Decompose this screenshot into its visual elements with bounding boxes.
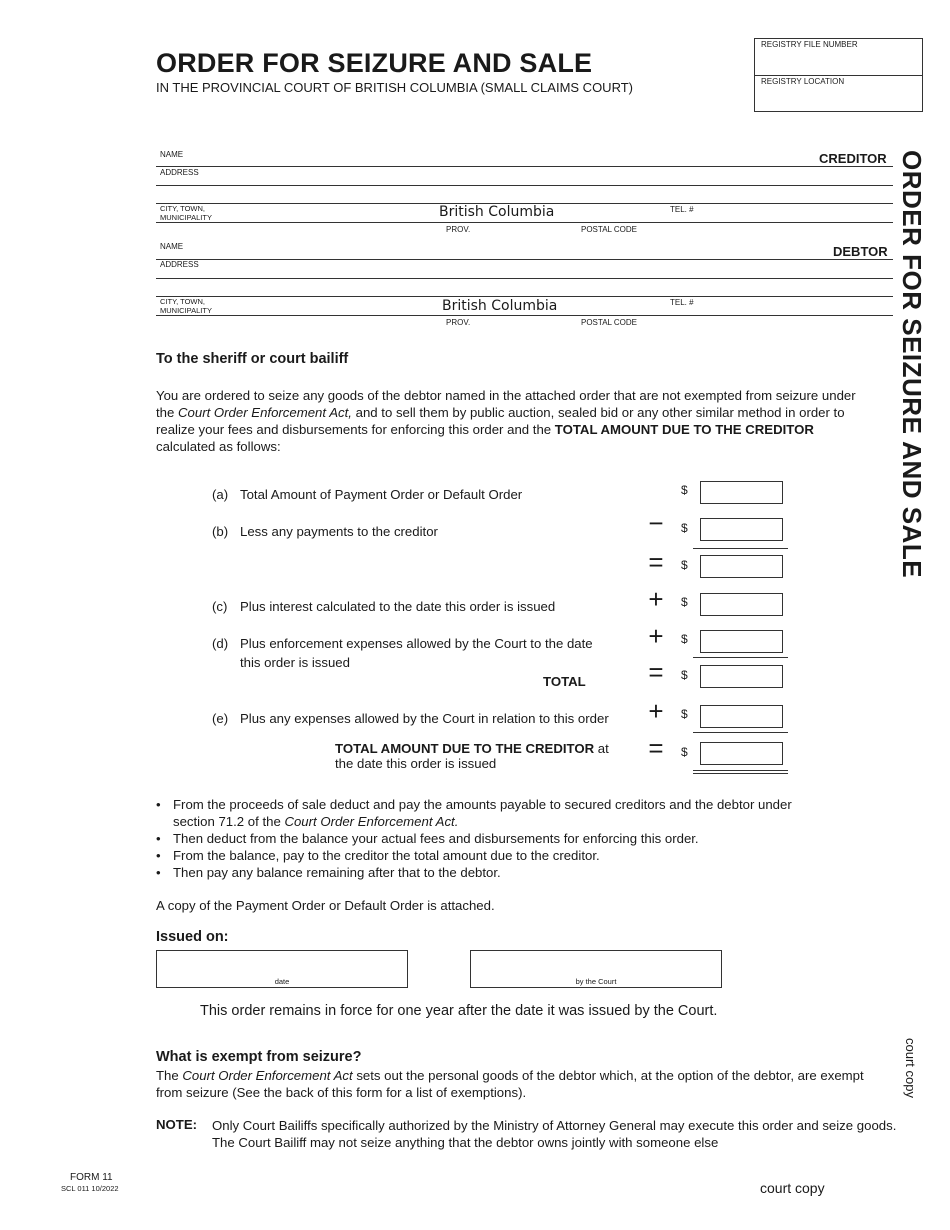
note-label: NOTE: — [156, 1117, 198, 1132]
debtor-province-value: British Columbia — [442, 298, 558, 314]
row-d-dollar: $ — [681, 632, 688, 646]
exempt-text-act: Court Order Enforcement Act — [182, 1068, 353, 1083]
exempt-heading: What is exempt from seizure? — [156, 1049, 362, 1065]
creditor-province-value: British Columbia — [439, 204, 555, 220]
minus-sign: − — [648, 508, 664, 538]
issued-heading: Issued on: — [156, 929, 229, 945]
row-c-dollar: $ — [681, 595, 688, 609]
list-item — [156, 796, 816, 830]
row-b-text: Less any payments to the creditor — [240, 524, 438, 539]
debtor-city-label-line2: MUNICIPALITY — [160, 306, 212, 315]
total-due-at: at — [594, 741, 609, 756]
exempt-text-1: The — [156, 1068, 183, 1083]
creditor-name-line — [156, 166, 893, 167]
creditor-tel-label: TEL. # — [670, 205, 694, 214]
double-rule-top — [693, 770, 788, 771]
amount-field-total-due[interactable] — [700, 742, 783, 765]
sheriff-heading: To the sheriff or court bailiff — [156, 351, 349, 367]
order-paragraph-text: You are ordered to seize any goods of the debtor named in the attached order that are not exempted from seizure under the — [156, 388, 856, 420]
equals-sign-subtotal: = — [648, 547, 664, 577]
creditor-city-label-line1: CITY, TOWN, — [160, 204, 206, 213]
row-d-text — [240, 634, 593, 672]
creditor-address-line — [156, 185, 893, 186]
plus-sign-e: + — [648, 696, 664, 726]
debtor-city-line — [156, 315, 893, 316]
court-signature-field[interactable] — [470, 950, 722, 988]
debtor-address-label: ADDRESS — [160, 260, 199, 269]
exempt-text-2: sets out the personal goods of the debtor which, at the option of the debtor, are exempt from seizure (See the back of this form for a list of exemptions). — [156, 1068, 864, 1100]
registry-box — [754, 38, 923, 112]
date-label: date — [274, 977, 290, 986]
row-c-letter: (c) — [212, 599, 228, 614]
distribution-instructions — [156, 796, 816, 881]
debtor-postal-label: POSTAL CODE — [581, 318, 638, 327]
debtor-city-label-line1: CITY, TOWN, — [160, 297, 206, 306]
debtor-label: DEBTOR — [833, 244, 888, 259]
creditor-prov-label: PROV. — [446, 225, 471, 234]
debtor-address-line-2 — [156, 296, 893, 297]
debtor-address-line — [156, 278, 893, 279]
note-text — [212, 1117, 912, 1151]
row-d-text-line1: Plus enforcement expenses allowed by the Court to the date — [240, 636, 593, 651]
total-due-label — [335, 741, 635, 771]
list-item: • Then pay any balance remaining after that to the debtor. — [156, 864, 816, 881]
order-paragraph-text-3: calculated as follows: — [156, 439, 281, 454]
note-line1: Only Court Bailiffs specifically authorized by the Ministry of Attorney General may execute this order and seize goods. — [212, 1118, 897, 1133]
total-dollar: $ — [681, 668, 688, 682]
in-force-note: This order remains in force for one year after the date it was issued by the Court. — [200, 1003, 718, 1019]
bullet-1-act: Court Order Enforcement Act. — [284, 814, 459, 829]
row-d-text-line2: this order is issued — [240, 655, 350, 670]
note-line2: The Court Bailiff may not seize anything that the debtor owns jointly with someone else — [212, 1135, 719, 1150]
amount-field-a[interactable] — [700, 481, 783, 504]
amount-field-subtotal[interactable] — [700, 555, 783, 578]
row-a-letter: (a) — [212, 487, 229, 502]
plus-sign-c: + — [648, 584, 664, 614]
order-paragraph-act: Court Order Enforcement Act, — [178, 405, 352, 420]
double-rule-bottom — [693, 773, 788, 774]
due-rule — [693, 732, 788, 733]
debtor-tel-label: TEL. # — [670, 298, 694, 307]
creditor-name-label: NAME — [160, 150, 184, 159]
row-e-letter: (e) — [212, 711, 229, 726]
amount-field-e[interactable] — [700, 705, 783, 728]
amount-field-d[interactable] — [700, 630, 783, 653]
total-due-line1 — [335, 741, 635, 756]
debtor-name-label: NAME — [160, 242, 184, 251]
order-paragraph-text-2: and to sell them by public auction, sealed bid or any other similar method in order to realize your fees and disbursements for enforcing this order and the — [156, 405, 845, 437]
row-b-letter: (b) — [212, 524, 229, 539]
form-code: SCL 011 10/2022 — [61, 1184, 119, 1193]
debtor-name-line — [156, 259, 893, 260]
registry-location-label: REGISTRY LOCATION — [761, 77, 845, 86]
creditor-city-line — [156, 222, 893, 223]
row-c-text: Plus interest calculated to the date this order is issued — [240, 599, 556, 614]
bullet-1-text: From the proceeds of sale deduct and pay the amounts payable to secured creditors and the debtor under section 71.2 of the — [173, 797, 792, 829]
total-due-bold: TOTAL AMOUNT DUE TO THE CREDITOR — [335, 741, 595, 756]
amount-field-total[interactable] — [700, 665, 783, 688]
exempt-text — [156, 1067, 880, 1101]
total-label: TOTAL — [543, 674, 586, 689]
side-title: ORDER FOR SEIZURE AND SALE — [897, 150, 927, 579]
equals-sign-total: = — [648, 657, 664, 687]
date-field[interactable] — [156, 950, 408, 988]
row-d-letter: (d) — [212, 636, 229, 651]
row-a-text: Total Amount of Payment Order or Default Order — [240, 487, 523, 502]
row-e-dollar: $ — [681, 707, 688, 721]
creditor-city-label — [160, 204, 212, 222]
form-number: FORM 11 — [70, 1172, 113, 1183]
list-item: • Then deduct from the balance your actual fees and disbursements for enforcing this order. — [156, 830, 816, 847]
registry-divider — [755, 75, 922, 76]
due-dollar: $ — [681, 745, 688, 759]
total-rule — [693, 657, 788, 658]
form-subtitle: IN THE PROVINCIAL COURT OF BRITISH COLUMBIA (SMALL CLAIMS COURT) — [156, 80, 633, 95]
court-label: by the Court — [575, 977, 617, 986]
row-b-dollar: $ — [681, 521, 688, 535]
order-paragraph — [156, 387, 864, 455]
attached-note: A copy of the Payment Order or Default Order is attached. — [156, 898, 495, 913]
debtor-city-label — [160, 297, 212, 315]
amount-field-b[interactable] — [700, 518, 783, 541]
plus-sign-d: + — [648, 621, 664, 651]
creditor-city-label-line2: MUNICIPALITY — [160, 213, 212, 222]
creditor-postal-label: POSTAL CODE — [581, 225, 638, 234]
debtor-prov-label: PROV. — [446, 318, 471, 327]
order-paragraph-total: TOTAL AMOUNT DUE TO THE CREDITOR — [554, 422, 814, 437]
amount-field-c[interactable] — [700, 593, 783, 616]
row-a-dollar: $ — [681, 483, 688, 497]
subtotal-dollar: $ — [681, 558, 688, 572]
creditor-address-label: ADDRESS — [160, 168, 199, 177]
equals-sign-due: = — [648, 733, 664, 763]
subtotal-rule — [693, 548, 788, 549]
footer-copy-label: court copy — [760, 1180, 825, 1196]
row-e-text: Plus any expenses allowed by the Court in relation to this order — [240, 711, 609, 726]
total-due-line2: the date this order is issued — [335, 756, 497, 771]
registry-file-number-label: REGISTRY FILE NUMBER — [761, 40, 858, 49]
creditor-label: CREDITOR — [819, 151, 887, 166]
side-copy-label: court copy — [903, 1038, 918, 1098]
list-item: • From the balance, pay to the creditor the total amount due to the creditor. — [156, 847, 816, 864]
form-title: ORDER FOR SEIZURE AND SALE — [156, 48, 593, 78]
